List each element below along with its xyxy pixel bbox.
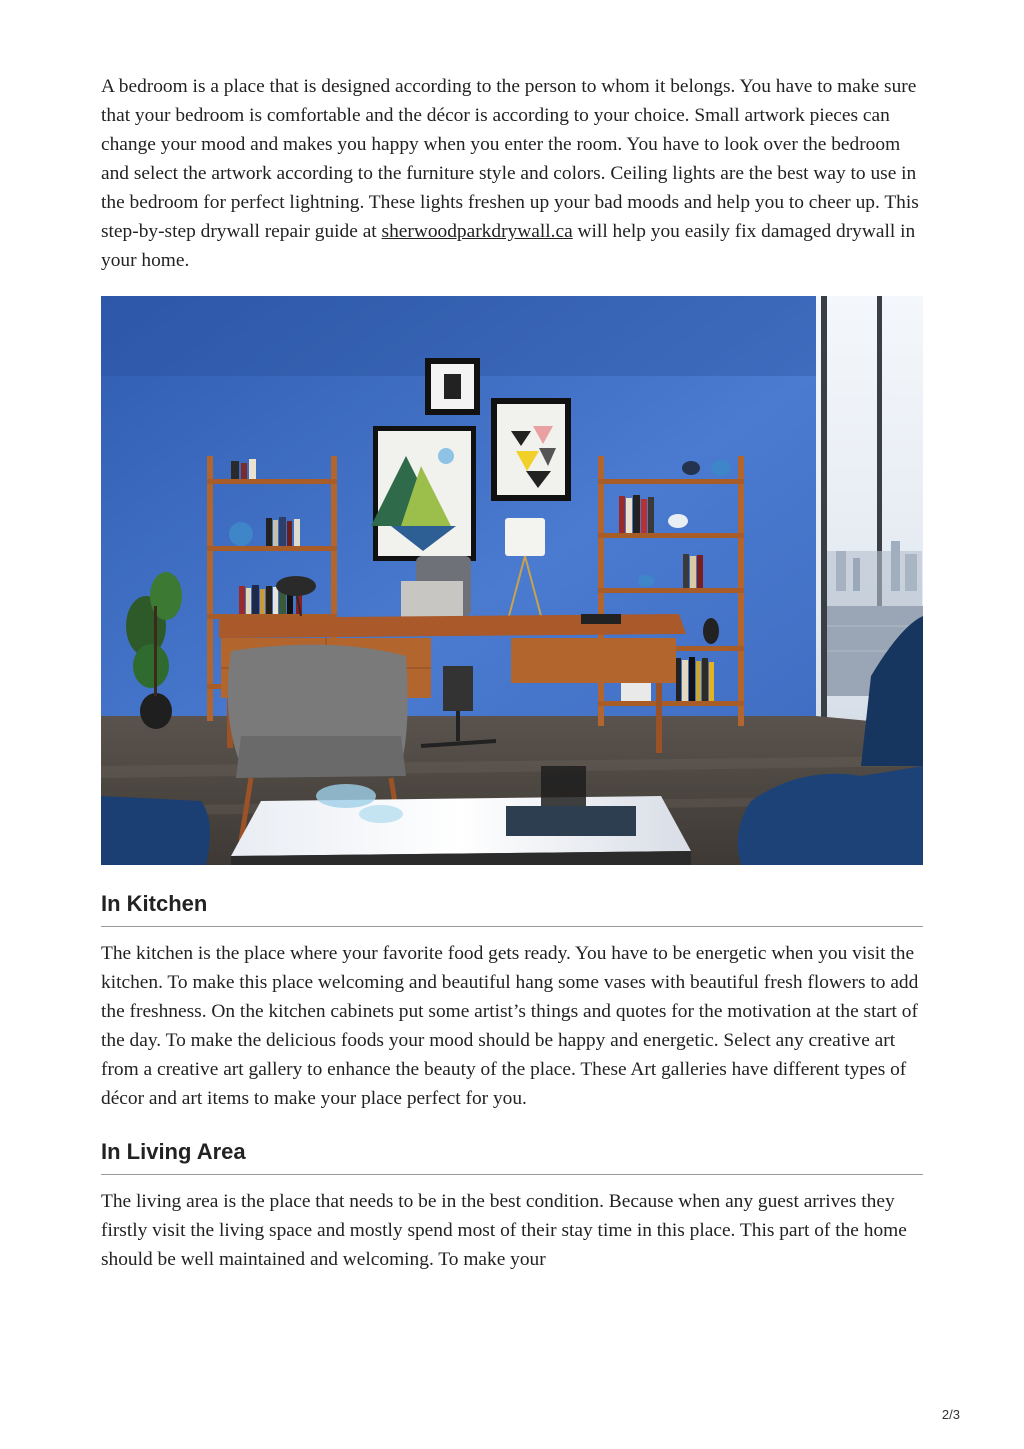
intro-text-before-link: A bedroom is a place that is designed according to the person to whom it belongs. You have to make sure that your bedroom is comfortable and the décor is according to your choice. Small artwork pieces can change your mood and makes you happy when you enter the room. You have to look over the bedroom and select the artwork according to the furniture style and colors. Ceiling lights are the best way to use in the bedroom for perfect lightning. These lights freshen up your bad moods and help you to cheer up. This step-by-step drywall repair guide at: [101, 76, 919, 242]
intro-paragraph: [101, 72, 923, 275]
office-room-image: [101, 296, 923, 865]
intro-text-after-link: will help you easily fix damaged drywall in your home.: [101, 221, 916, 271]
living-area-heading: In Living Area: [101, 1139, 923, 1175]
kitchen-section: [101, 891, 923, 1113]
kitchen-paragraph: The kitchen is the place where your favorite food gets ready. You have to be energetic when you visit the kitchen. To make this place welcoming and beautiful hang some vases with beautiful fresh flowers to add the freshness. On the kitchen cabinets put some artist’s things and quotes for the motivation at the start of the day. To make the delicious foods your mood should be happy and energetic. Select any creative art from a creative art gallery to enhance the beauty of the place. These Art galleries have different types of décor and art items to make your place perfect for you.: [101, 943, 919, 1109]
page-number: 2/3: [941, 1407, 960, 1422]
page-content: [101, 72, 923, 1274]
kitchen-heading: In Kitchen: [101, 891, 923, 927]
living-area-paragraph: The living area is the place that needs to be in the best condition. Because when any guest arrives they firstly visit the living space and mostly spend most of their stay time in this place. This part of the home should be well maintained and welcoming. To make your: [101, 1191, 907, 1270]
drywall-link[interactable]: sherwoodparkdrywall.ca: [381, 221, 573, 242]
living-area-section: [101, 1139, 923, 1274]
